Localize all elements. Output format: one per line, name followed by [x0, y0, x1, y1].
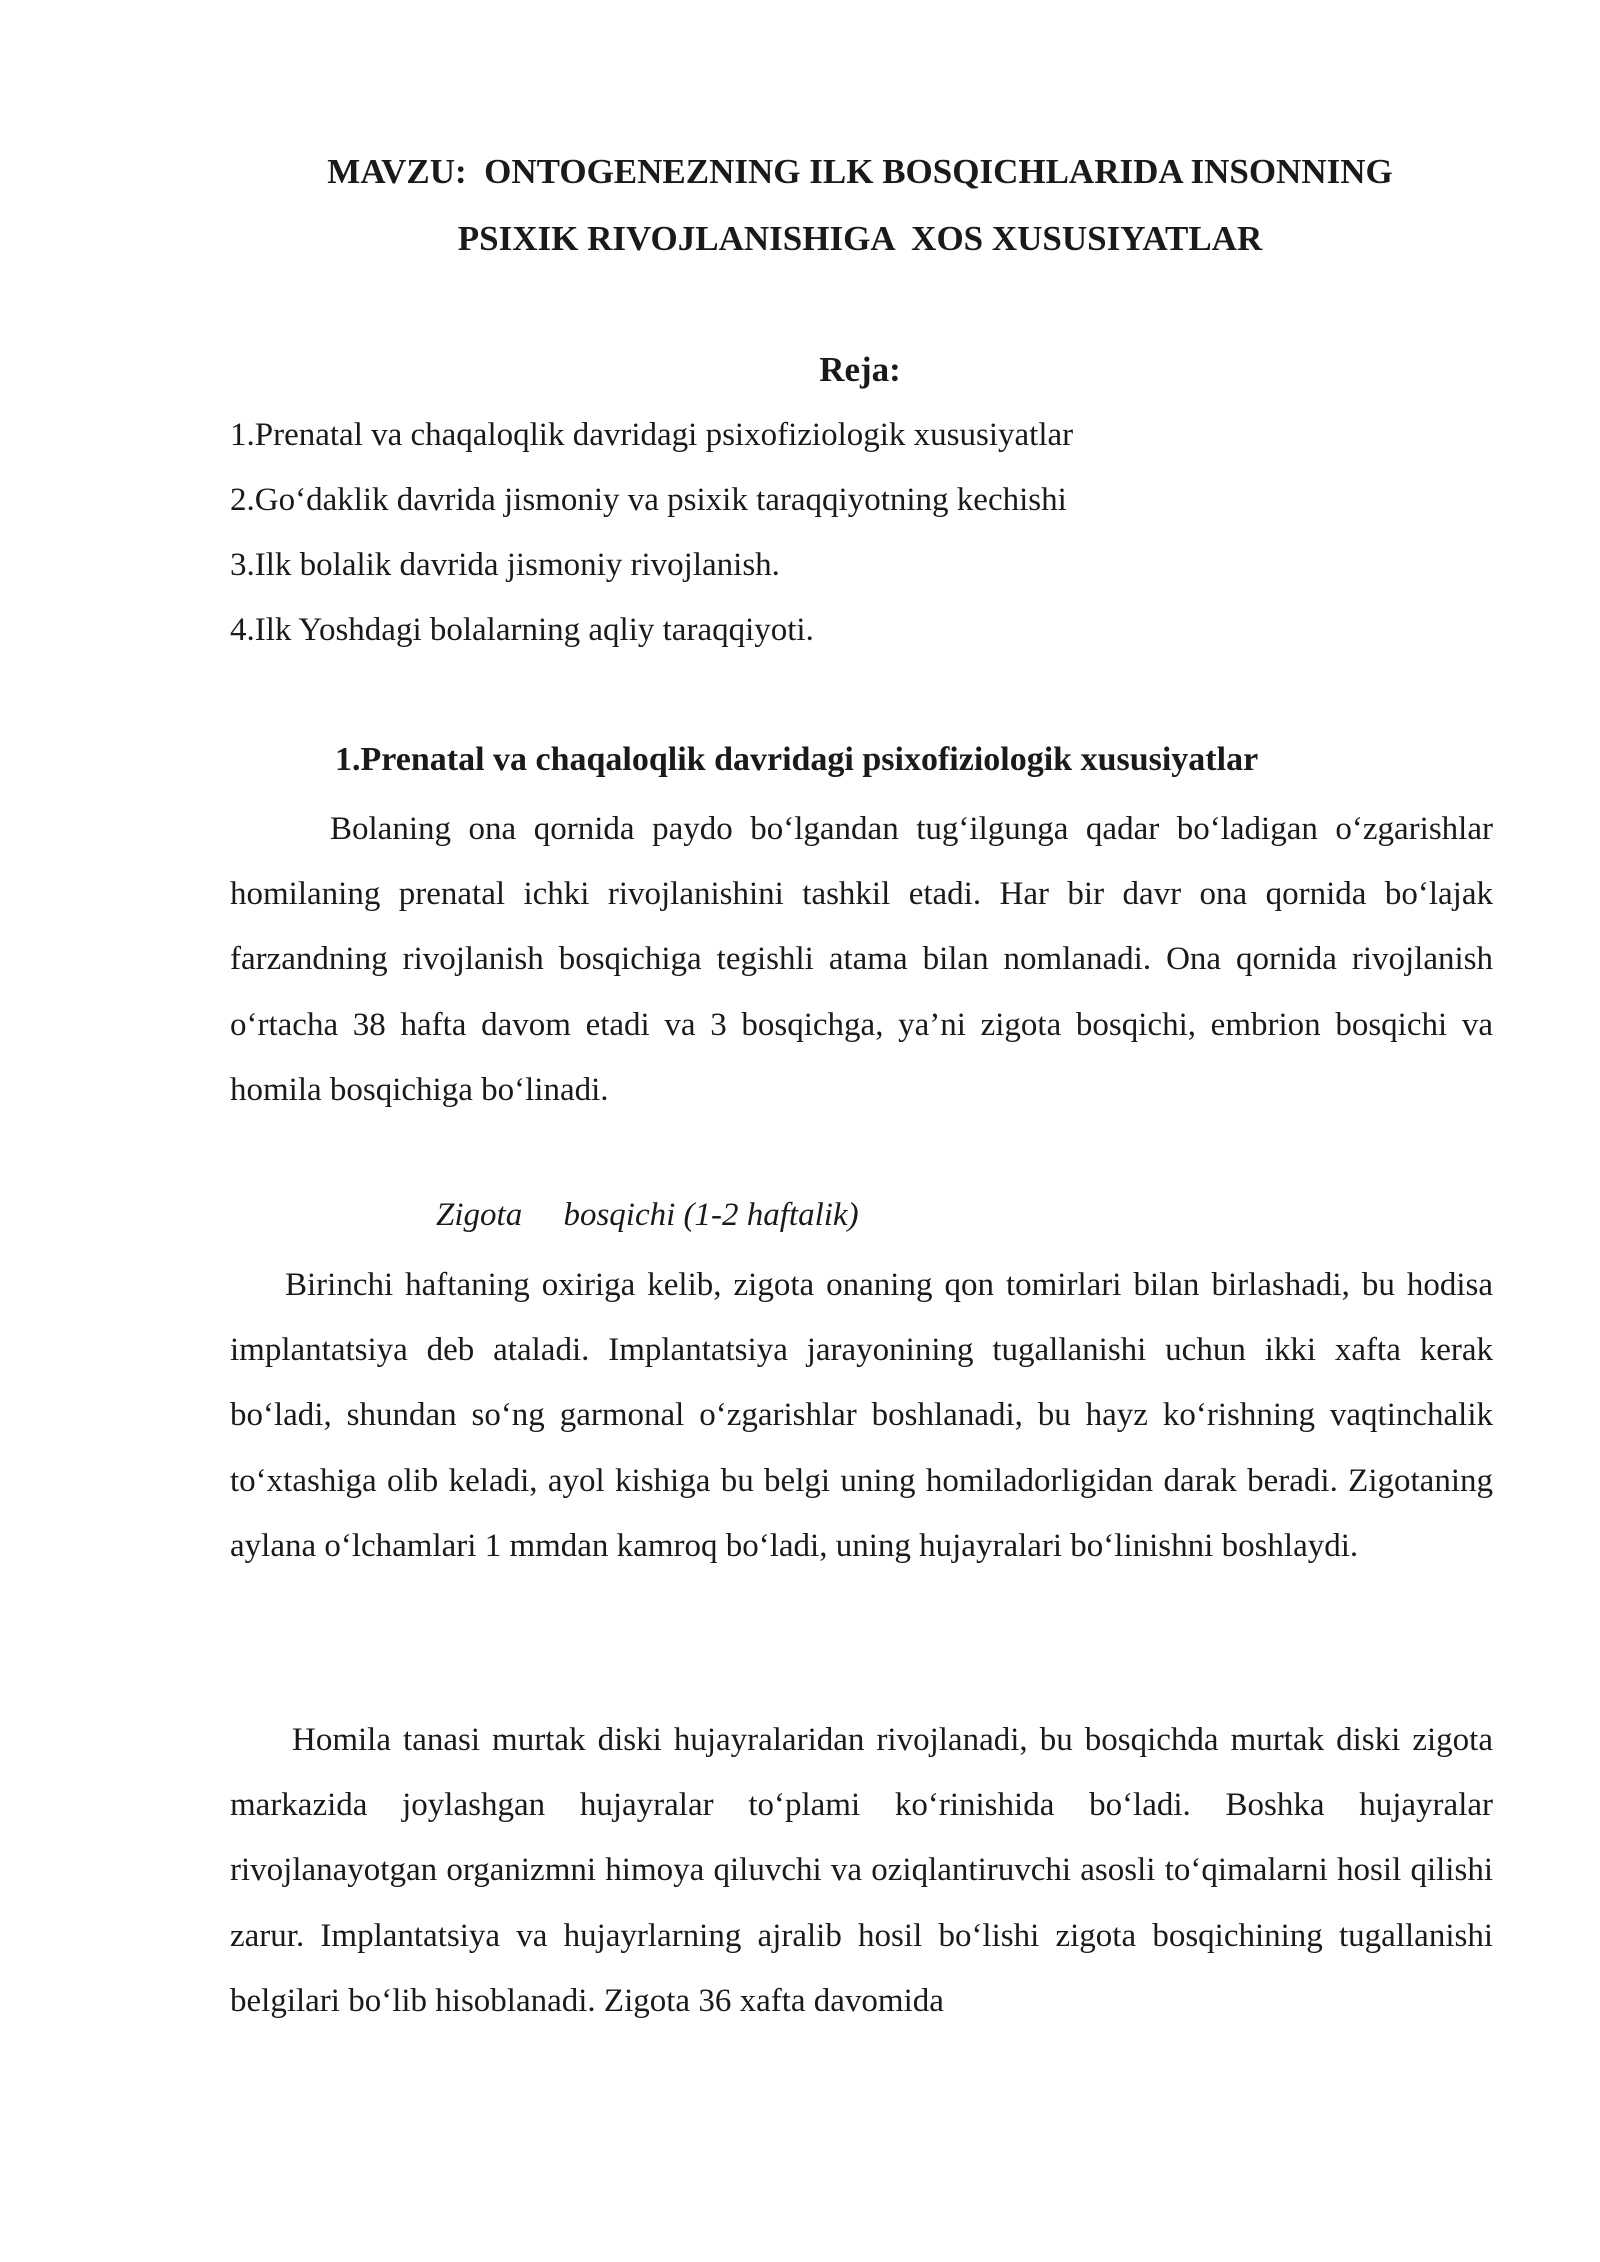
section-heading: 1.Prenatal va chaqaloqlik davridagi psixofiziologik xususiyatlar: [335, 741, 1259, 778]
body-paragraph-3: Homila tanasi murtak diski hujayralaridan rivojlanadi, bu bosqichda murtak diski zigota markazida joylashgan hujayralar to‘plami ko‘rinishida bo‘ladi. Boshka hujayralar rivojlanayotgan organizmni himoya qiluvchi va oziqlantiruvchi asosli to‘qimalarni hosil qilishi zarur. Implantatsiya va hujayrlarning ajralib hosil bo‘lishi zigota bosqichining tugallanishi belgilari bo‘lib hisoblanadi. Zigota 36 xafta davomida: [230, 1722, 1493, 2019]
subsection-heading: Zigota bosqichi (1-2 haftalik): [436, 1197, 859, 1233]
plan-heading: Reja:: [819, 350, 901, 389]
document-title-line-1: MAVZU: ONTOGENEZNING ILK BOSQICHLARIDA INSONNING: [327, 152, 1393, 191]
document-title-line-2: PSIXIK RIVOJLANISHIGA XOS XUSUSIYATLAR: [457, 219, 1263, 258]
body-paragraph-2: Birinchi haftaning oxiriga kelib, zigota onaning qon tomirlari bilan birlashadi, bu hodisa implantatsiya deb ataladi. Implantatsiya jarayonining tugallanishi uchun ikki xafta kerak bo‘ladi, shundan so‘ng garmonal o‘zgarishlar boshlanadi, bu hayz ko‘rishning vaqtinchalik to‘xtashiga olib keladi, ayol kishiga bu belgi uning homiladorligidan darak beradi. Zigotaning aylana o‘lchamlari 1 mmdan kamroq bo‘ladi, uning hujayralari bo‘linishni boshlaydi.: [230, 1267, 1493, 1564]
plan-item-3: 3.Ilk bolalik davrida jismoniy rivojlanish.: [230, 547, 780, 583]
plan-item-2: 2.Go‘daklik davrida jismoniy va psixik taraqqiyotning kechishi: [230, 482, 1067, 518]
body-paragraph-1: Bolaning ona qornida paydo bo‘lgandan tug‘ilgunga qadar bo‘ladigan o‘zgarishlar homilaning prenatal ichki rivojlanishini tashkil etadi. Har bir davr ona qornida bo‘lajak farzandning rivojlanish bosqichiga tegishli atama bilan nomlanadi. Ona qornida rivojlanish o‘rtacha 38 hafta davom etadi va 3 bosqichga, ya’ni zigota bosqichi, embrion bosqichi va homila bosqichiga bo‘linadi.: [230, 811, 1493, 1108]
plan-item-4: 4.Ilk Yoshdagi bolalarning aqliy taraqqiyoti.: [230, 612, 814, 648]
plan-item-1: 1.Prenatal va chaqaloqlik davridagi psixofiziologik xususiyatlar: [230, 417, 1074, 453]
